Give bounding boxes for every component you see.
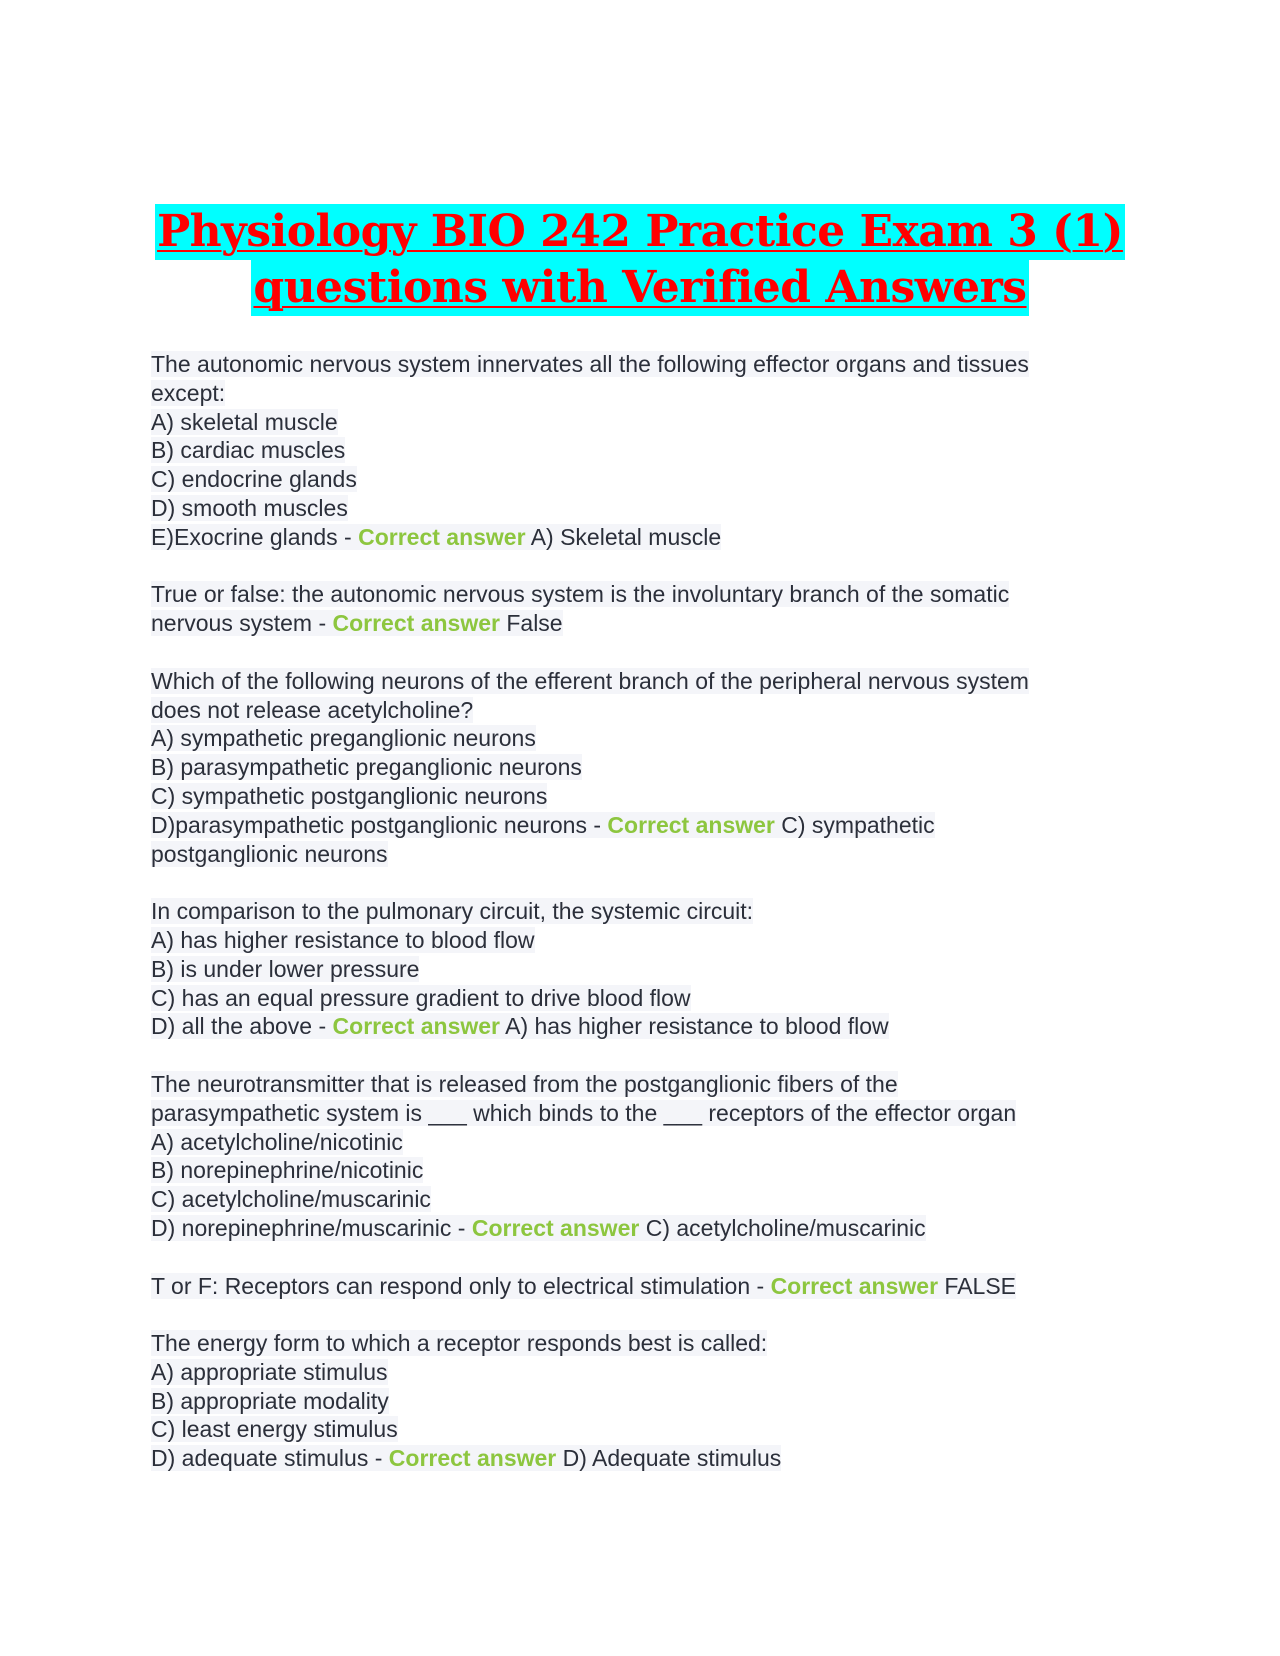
correct-answer-label: Correct answer [332, 1013, 500, 1040]
answer-option-text: C) has an equal pressure gradient to drive blood flow [151, 984, 691, 1011]
answer-option-text: C) least energy stimulus [151, 1416, 398, 1443]
answer-option-text: A) acetylcholine/nicotinic [151, 1128, 403, 1155]
answer-line-text [151, 1013, 889, 1039]
question-block [151, 1329, 1131, 1473]
question-text-line [151, 897, 1131, 926]
answer-option [151, 984, 1131, 1013]
answer-continuation-text: postganglionic neurons [151, 840, 388, 867]
correct-answer-label: Correct answer [358, 523, 526, 550]
correct-answer-value: C) acetylcholine/muscarinic [645, 1214, 926, 1241]
answer-line-text [151, 1445, 781, 1471]
answer-option-text: A) appropriate stimulus [151, 1358, 388, 1385]
answer-line-text [151, 1273, 1016, 1299]
answer-option [151, 724, 1131, 753]
answer-line-text [151, 1215, 926, 1241]
answer-option [151, 926, 1131, 955]
answer-option-text: B) appropriate modality [151, 1387, 389, 1414]
answer-option-text: A) skeletal muscle [151, 408, 338, 435]
question-text: True or false: the autonomic nervous system is the involuntary branch of the somatic [151, 581, 1010, 608]
answer-option [151, 465, 1131, 494]
answer-option-text: B) norepinephrine/nicotinic [151, 1157, 424, 1184]
answer-line [151, 1214, 1131, 1243]
title-line-1: Physiology BIO 242 Practice Exam 3 (1) [155, 204, 1125, 260]
correct-answer-value: A) Skeletal muscle [530, 523, 722, 550]
question-text: does not release acetylcholine? [151, 696, 474, 723]
question-block [151, 667, 1131, 869]
answer-option [151, 436, 1131, 465]
correct-answer-label: Correct answer [332, 610, 500, 637]
question-text: except: [151, 379, 226, 406]
question-text: The energy form to which a receptor responds best is called: [151, 1330, 768, 1357]
question-block [151, 897, 1131, 1041]
answer-line [151, 811, 1131, 840]
question-text-line [151, 696, 1131, 725]
question-block [151, 350, 1131, 552]
answer-line-text [151, 610, 563, 636]
answer-continuation-line [151, 840, 1131, 869]
answer-line-prefix: D) norepinephrine/muscarinic - [151, 1214, 472, 1241]
question-text: parasympathetic system is ___ which binds to the ___ receptors of the effector organ [151, 1099, 1017, 1126]
answer-line [151, 1444, 1131, 1473]
answer-line-text [151, 812, 935, 838]
answer-option-text: D) smooth muscles [151, 494, 348, 521]
correct-answer-label: Correct answer [388, 1445, 557, 1472]
question-list [151, 350, 1131, 1502]
correct-answer-value: A) has higher resistance to blood flow [505, 1013, 889, 1040]
answer-line [151, 609, 1131, 638]
question-text-line [151, 350, 1131, 379]
answer-line [151, 523, 1131, 552]
answer-line-prefix: T or F: Receptors can respond only to electrical stimulation - [151, 1272, 771, 1299]
question-text: The neurotransmitter that is released from the postganglionic fibers of the [151, 1070, 898, 1097]
answer-option-text: B) cardiac muscles [151, 437, 346, 464]
answer-line-prefix: nervous system - [151, 610, 333, 637]
answer-option [151, 782, 1131, 811]
answer-line [151, 1272, 1131, 1301]
title-line-2: questions with Verified Answers [251, 260, 1028, 316]
document-title [0, 204, 1280, 316]
answer-option [151, 1387, 1131, 1416]
question-block [151, 1272, 1131, 1301]
answer-line-prefix: D)parasympathetic postganglionic neurons - [151, 811, 608, 838]
answer-option [151, 1156, 1131, 1185]
answer-option-text: B) parasympathetic preganglionic neurons [151, 754, 582, 781]
correct-answer-value: FALSE [944, 1272, 1017, 1299]
answer-option [151, 408, 1131, 437]
answer-option-text: B) is under lower pressure [151, 955, 420, 982]
answer-option-text: C) endocrine glands [151, 466, 357, 493]
answer-option [151, 1185, 1131, 1214]
question-text-line [151, 379, 1131, 408]
correct-answer-label: Correct answer [607, 811, 775, 838]
question-block [151, 580, 1131, 638]
question-block [151, 1070, 1131, 1243]
answer-option [151, 494, 1131, 523]
answer-line [151, 1012, 1131, 1041]
question-text: In comparison to the pulmonary circuit, the systemic circuit: [151, 898, 754, 925]
question-text-line [151, 1099, 1131, 1128]
answer-line-prefix: D) adequate stimulus - [151, 1445, 389, 1472]
answer-line-prefix: E)Exocrine glands - [151, 523, 359, 550]
correct-answer-label: Correct answer [471, 1214, 640, 1241]
question-text-line [151, 1070, 1131, 1099]
answer-line-prefix: D) all the above - [151, 1013, 333, 1040]
correct-answer-value: D) Adequate stimulus [562, 1445, 782, 1472]
correct-answer-value: False [506, 610, 563, 637]
answer-option-text: C) acetylcholine/muscarinic [151, 1186, 431, 1213]
answer-option [151, 1415, 1131, 1444]
answer-option [151, 1128, 1131, 1157]
question-text-line [151, 580, 1131, 609]
correct-answer-value: C) sympathetic [781, 811, 935, 838]
question-text: Which of the following neurons of the efferent branch of the peripheral nervous system [151, 667, 1029, 694]
answer-option-text: C) sympathetic postganglionic neurons [151, 782, 548, 809]
correct-answer-label: Correct answer [770, 1272, 939, 1299]
question-text-line [151, 1329, 1131, 1358]
answer-option [151, 1358, 1131, 1387]
question-text-line [151, 667, 1131, 696]
answer-option-text: A) sympathetic preganglionic neurons [151, 725, 536, 752]
answer-option [151, 753, 1131, 782]
answer-option-text: A) has higher resistance to blood flow [151, 926, 535, 953]
answer-line-text [151, 524, 721, 550]
question-text: The autonomic nervous system innervates all the following effector organs and tissues [151, 351, 1029, 377]
answer-option [151, 955, 1131, 984]
